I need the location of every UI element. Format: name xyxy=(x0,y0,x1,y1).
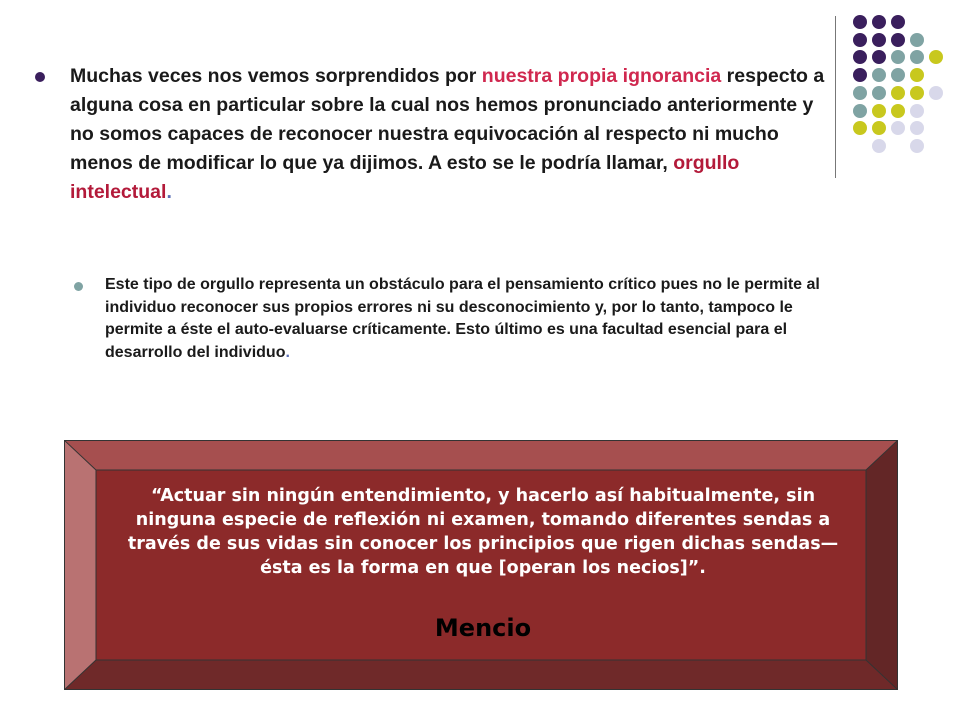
highlight-propia-ignorancia: nuestra propia ignorancia xyxy=(481,65,722,87)
bevel-left xyxy=(64,440,96,690)
bevel-top xyxy=(64,440,898,470)
quote-author: Mencio xyxy=(434,614,532,642)
bullet-2-icon xyxy=(74,282,83,291)
quote-text: “Actuar sin ningún entendimiento, y hacerlo así habitualmente, sin ninguna especie de reflexión ni examen, tomando diferentes sendas a través de sus vidas sin conocer los principios que rigen dichas sendas—ésta es la forma en que [operan los necios]”. xyxy=(127,486,839,578)
main-paragraph-text-2: respecto a alguna cosa en particular sobre la cual nos hemos pronunciado anteriormente y no somos capaces de reconocer nuestra equivocación al respecto ni mucho menos de modificar lo que ya dijimos. A esto se le podría llamar, xyxy=(70,65,825,174)
main-paragraph-text-1: Muchas veces nos vemos sorprendidos por xyxy=(70,65,482,87)
vertical-divider xyxy=(835,16,836,178)
main-paragraph-end: . xyxy=(166,181,172,203)
highlight-orgullo-intelectual: orgullo intelectual xyxy=(70,152,740,203)
sub-paragraph-text: Este tipo de orgullo representa un obstáculo para el pensamiento crítico pues no le permite al individuo reconocer sus propios errores ni su desconocimiento y, por lo tanto, tampoco le permite a éste el auto-evaluarse críticamente. Esto último es una facultad esencial para el desarrollo del individuo xyxy=(105,276,820,361)
bevel-right xyxy=(866,440,898,690)
bullet-1-icon xyxy=(35,72,45,82)
main-paragraph xyxy=(70,62,830,207)
sub-paragraph xyxy=(105,274,835,364)
sub-paragraph-end: . xyxy=(285,343,290,361)
bevel-bottom xyxy=(64,660,898,690)
